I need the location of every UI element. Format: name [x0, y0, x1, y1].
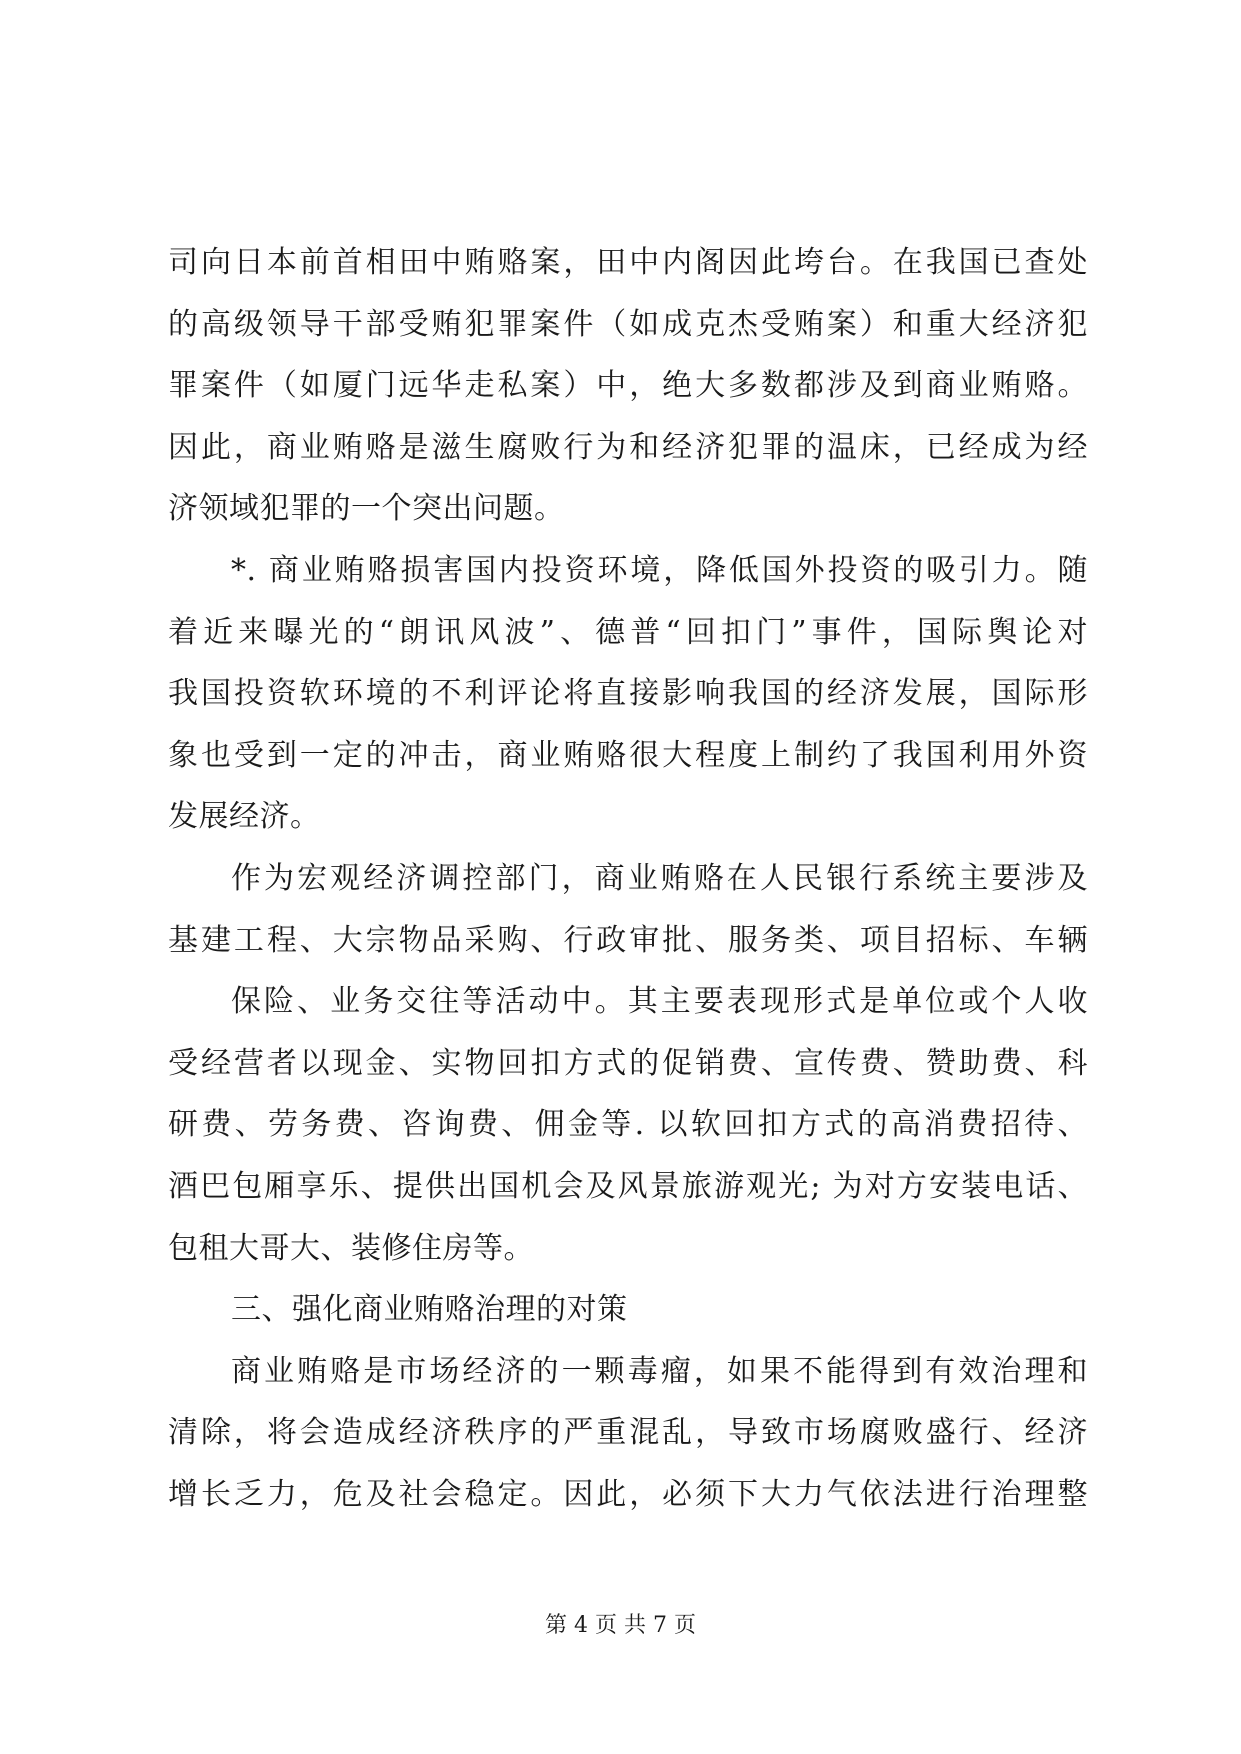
text-line: 着近来曝光的“朗讯风波”、德普“回扣门”事件，国际舆论对	[168, 614, 1088, 650]
text-line: 司向日本前首相田中贿赂案，田中内阁因此垮台。在我国已查处	[168, 245, 1088, 280]
text-line: 发展经济。	[168, 799, 321, 835]
text-line: 的高级领导干部受贿犯罪案件（如成克杰受贿案）和重大经济犯	[168, 306, 1088, 342]
text-line: 作为宏观经济调控部门，商业贿赂在人民银行系统主要涉及	[231, 860, 1088, 896]
text-line: 酒巴包厢享乐、提供出国机会及风景旅游观光; 为对方安装电话、	[168, 1168, 1088, 1204]
section-heading: 三、强化商业贿赂治理的对策	[231, 1292, 628, 1328]
text-line: 清除，将会造成经济秩序的严重混乱，导致市场腐败盛行、经济	[168, 1415, 1088, 1451]
text-line: 我国投资软环境的不利评论将直接影响我国的经济发展，国际形	[168, 676, 1088, 712]
document-body	[168, 232, 1088, 1525]
text-line: 包租大哥大、装修住房等。	[168, 1230, 534, 1266]
text-line: 保险、业务交往等活动中。其主要表现形式是单位或个人收	[231, 984, 1088, 1020]
text-line: 受经营者以现金、实物回扣方式的促销费、宣传费、赞助费、科	[168, 1045, 1088, 1081]
text-line: 罪案件（如厦门远华走私案）中，绝大多数都涉及到商业贿赂。	[168, 368, 1088, 404]
text-line: 商业贿赂是市场经济的一颗毒瘤，如果不能得到有效治理和	[231, 1353, 1088, 1389]
text-line: 象也受到一定的冲击，商业贿赂很大程度上制约了我国利用外资	[168, 737, 1088, 773]
text-line: 因此，商业贿赂是滋生腐败行为和经济犯罪的温床，已经成为经	[168, 429, 1088, 465]
text-line: *. 商业贿赂损害国内投资环境，降低国外投资的吸引力。随	[231, 552, 1088, 588]
text-line: 研费、劳务费、咨询费、佣金等. 以软回扣方式的高消费招待、	[168, 1107, 1088, 1143]
text-line: 基建工程、大宗物品采购、行政审批、服务类、项目招标、车辆	[168, 922, 1088, 958]
text-line: 增长乏力，危及社会稳定。因此，必须下大力气依法进行治理整	[168, 1476, 1088, 1512]
text-line: 济领域犯罪的一个突出问题。	[168, 491, 565, 527]
page-number-footer: 第 4 页 共 7 页	[545, 1613, 696, 1638]
